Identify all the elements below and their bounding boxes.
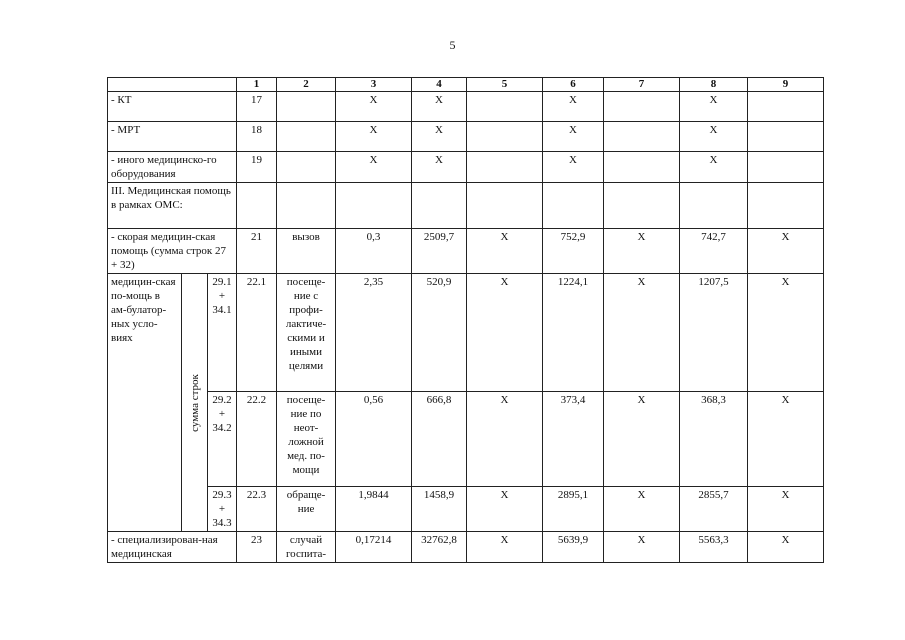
cell-1: 22.3 — [237, 487, 277, 532]
cell-4: 666,8 — [412, 392, 467, 487]
table-row-outpatient-3 — [108, 487, 824, 532]
cell-8: 368,3 — [680, 392, 748, 487]
cell-6: Х — [543, 152, 604, 183]
cell-7: Х — [604, 229, 680, 274]
cell-2: посеще-ние по неот-ложной мед. по-мощи — [277, 392, 336, 487]
cell-1 — [237, 183, 277, 229]
cell-7: Х — [604, 487, 680, 532]
cell-9: Х — [748, 487, 824, 532]
cell-4: 520,9 — [412, 274, 467, 392]
cell-6: 2895,1 — [543, 487, 604, 532]
cell-7: Х — [604, 532, 680, 563]
cell-9: Х — [748, 532, 824, 563]
cell-9 — [748, 152, 824, 183]
cell-5: Х — [467, 229, 543, 274]
outpatient-label: медицин-ская по-мощь в ам-булатор-ных усло-виях — [108, 274, 182, 532]
header-cell-1: 1 — [237, 78, 277, 92]
cell-7: Х — [604, 392, 680, 487]
cell-4: 1458,9 — [412, 487, 467, 532]
cell-3: Х — [336, 122, 412, 152]
cell-2: обраще-ние — [277, 487, 336, 532]
header-row — [108, 78, 824, 92]
row-label: - МРТ — [108, 122, 237, 152]
cell-6: 5639,9 — [543, 532, 604, 563]
row-label: - скорая медицин-ская помощь (сумма строк 27 + 32) — [108, 229, 237, 274]
table-row-outpatient-1 — [108, 274, 824, 392]
cell-5: Х — [467, 487, 543, 532]
cell-6: 752,9 — [543, 229, 604, 274]
cell-5 — [467, 122, 543, 152]
cell-2 — [277, 122, 336, 152]
cell-4: Х — [412, 92, 467, 122]
header-cell-4: 4 — [412, 78, 467, 92]
cell-2 — [277, 92, 336, 122]
cell-1: 21 — [237, 229, 277, 274]
sum-rows-label: сумма строк — [188, 373, 201, 432]
header-cell-3: 3 — [336, 78, 412, 92]
cell-6: Х — [543, 92, 604, 122]
cell-7 — [604, 152, 680, 183]
cell-9: Х — [748, 229, 824, 274]
table-row-other-equipment — [108, 152, 824, 183]
cell-8 — [680, 183, 748, 229]
table-row-specialized — [108, 532, 824, 563]
cell-2: посеще-ние с профи-лактиче-скими и иными целями — [277, 274, 336, 392]
cell-3: Х — [336, 92, 412, 122]
cell-1: 22.1 — [237, 274, 277, 392]
row-label: - иного медицинско-го оборудования — [108, 152, 237, 183]
header-cell-label — [108, 78, 237, 92]
header-cell-8: 8 — [680, 78, 748, 92]
cell-5: Х — [467, 392, 543, 487]
cell-1: 22.2 — [237, 392, 277, 487]
cell-3 — [336, 183, 412, 229]
cell-3: Х — [336, 152, 412, 183]
row-ref: 29.1 + 34.1 — [208, 274, 237, 392]
page-number: 5 — [449, 38, 456, 52]
cell-9 — [748, 183, 824, 229]
cell-7 — [604, 92, 680, 122]
cell-1: 23 — [237, 532, 277, 563]
table-row-section-3 — [108, 183, 824, 229]
cell-3: 0,56 — [336, 392, 412, 487]
row-label: - КТ — [108, 92, 237, 122]
cell-3: 0,17214 — [336, 532, 412, 563]
table-row-outpatient-2 — [108, 392, 824, 487]
cell-9 — [748, 92, 824, 122]
cell-1: 17 — [237, 92, 277, 122]
cell-8: Х — [680, 152, 748, 183]
cell-5: Х — [467, 274, 543, 392]
cell-7 — [604, 183, 680, 229]
cell-7: Х — [604, 274, 680, 392]
cell-3: 1,9844 — [336, 487, 412, 532]
header-cell-6: 6 — [543, 78, 604, 92]
header-cell-9: 9 — [748, 78, 824, 92]
cell-6: Х — [543, 122, 604, 152]
cell-8: 1207,5 — [680, 274, 748, 392]
cell-5 — [467, 183, 543, 229]
cell-2: случай госпита- — [277, 532, 336, 563]
cell-9: Х — [748, 392, 824, 487]
cell-6: 1224,1 — [543, 274, 604, 392]
cell-2: вызов — [277, 229, 336, 274]
cell-1: 19 — [237, 152, 277, 183]
cell-2 — [277, 152, 336, 183]
header-cell-2: 2 — [277, 78, 336, 92]
cell-9: Х — [748, 274, 824, 392]
header-cell-7: 7 — [604, 78, 680, 92]
cell-3: 0,3 — [336, 229, 412, 274]
cell-8: Х — [680, 92, 748, 122]
row-label: - специализирован-ная медицинская — [108, 532, 237, 563]
cell-1: 18 — [237, 122, 277, 152]
row-ref: 29.2 + 34.2 — [208, 392, 237, 487]
cell-4 — [412, 183, 467, 229]
cell-7 — [604, 122, 680, 152]
section-heading: III. Медицинская помощь в рамках ОМС: — [108, 183, 237, 229]
cell-3: 2,35 — [336, 274, 412, 392]
cell-5: Х — [467, 532, 543, 563]
cell-9 — [748, 122, 824, 152]
data-table — [107, 77, 824, 563]
table-row-ambulance — [108, 229, 824, 274]
cell-4: Х — [412, 122, 467, 152]
cell-6 — [543, 183, 604, 229]
row-ref: 29.3 + 34.3 — [208, 487, 237, 532]
table-row-mrt — [108, 122, 824, 152]
cell-2 — [277, 183, 336, 229]
cell-8: 2855,7 — [680, 487, 748, 532]
cell-5 — [467, 152, 543, 183]
cell-4: Х — [412, 152, 467, 183]
sum-rows-cell — [182, 274, 208, 532]
table-row-kt — [108, 92, 824, 122]
cell-6: 373,4 — [543, 392, 604, 487]
cell-4: 2509,7 — [412, 229, 467, 274]
cell-4: 32762,8 — [412, 532, 467, 563]
cell-8: 5563,3 — [680, 532, 748, 563]
header-cell-5: 5 — [467, 78, 543, 92]
cell-5 — [467, 92, 543, 122]
cell-8: 742,7 — [680, 229, 748, 274]
cell-8: Х — [680, 122, 748, 152]
